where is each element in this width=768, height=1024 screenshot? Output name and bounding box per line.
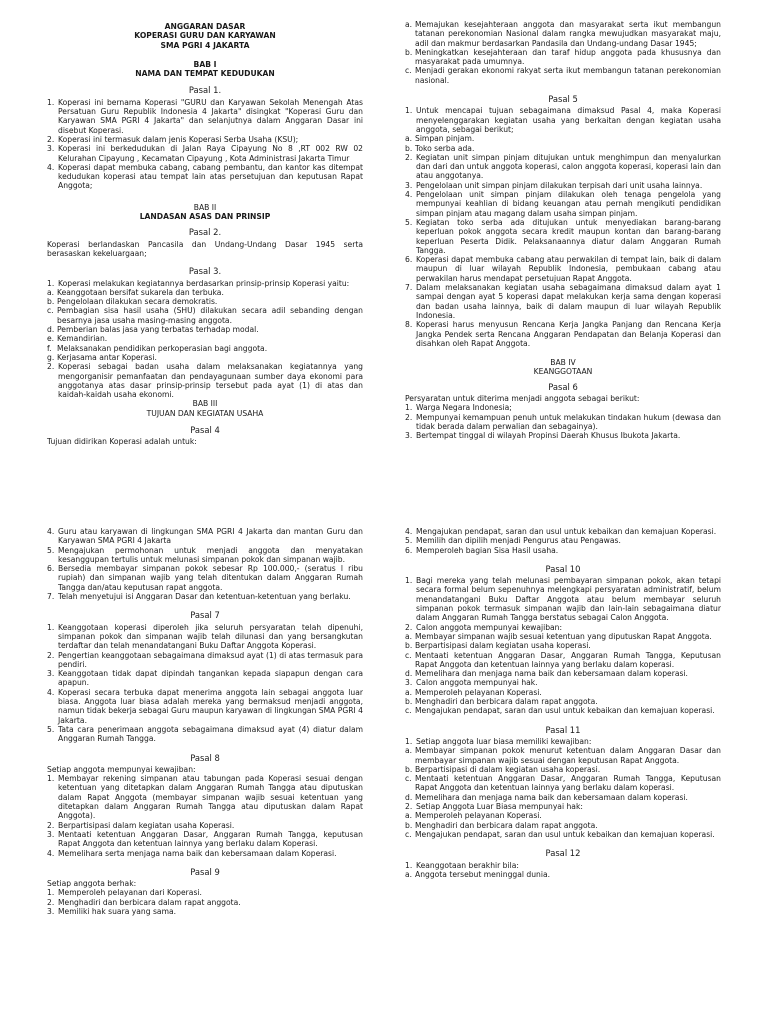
numbered-list [405, 527, 721, 555]
list-item: d. Memelihara dan menjaga nama baik dan kebersamaan dalam koperasi. [405, 792, 688, 802]
list-item: a. Membayar simpanan wajib sesuai ketentuan yang diputuskan Rapat Anggota. [405, 631, 712, 641]
list-item: d. Pemberian balas jasa yang terbatas terhadap modal. [47, 325, 259, 335]
list-item: a. Memperoleh pelayanan Koperasi. [405, 687, 542, 697]
list-item: 3. Keanggotaan tidak dapat dipindah tangankan kepada siapapun dengan cara apapun. [47, 669, 363, 688]
list-item: a. Memajukan kesejahteraan anggota dan masyarakat serta ikut membangun tatanan perekonomian Nasional dalam rangka mewujudkan masyarakat maju, adil dan makmur berdasarkan Pandasila dan Undang-undang Dasar 1945; [405, 20, 721, 48]
numbered-list [47, 98, 363, 191]
list-item: c. Mengajukan pendapat, saran dan usul untuk kebaikan dan kemajuan koperasi. [405, 706, 715, 716]
pasal-heading: Pasal 3. [188, 266, 222, 277]
list-item: 4. Guru atau karyawan di lingkungan SMA PGRI 4 Jakarta dan mantan Guru dan Karyawan SMA PGRI 4 Jakarta [47, 527, 363, 546]
list-item: d. Memelihara dan menjaga nama baik dan kebersamaan dalam koperasi. [405, 669, 688, 679]
pasal-heading: Pasal 10 [545, 563, 581, 574]
bab-heading: BAB IV [550, 358, 576, 368]
list-item: 3. Memiliki hak suara yang sama. [47, 906, 177, 916]
pasal-heading: Pasal 4 [190, 424, 220, 435]
lettered-list [405, 134, 721, 153]
pasal-heading: Pasal 9 [190, 866, 220, 877]
list-item: b. Toko serba ada. [405, 143, 475, 153]
pasal-heading: Pasal 8 [190, 752, 220, 763]
numbered-list [47, 362, 363, 399]
paragraph: Setiap anggota mempunyai kewajiban: [47, 764, 196, 774]
list-item: c. Mengajukan pendapat, saran dan usul untuk kebaikan dan kemajuan koperasi. [405, 829, 715, 839]
list-item: 5. Tata cara penerimaan anggota sebagaimana dimaksud ayat (4) diatur dalam Anggaran Rumah Tangga. [47, 724, 363, 744]
numbered-list [405, 678, 721, 687]
list-item: 2. Koperasi sebagai badan usaha dalam melaksanakan kegiatannya yang mengorganisir pemanfaatan dan pendayagunaan sumber daya ekonomi para anggotanya atas dasar prinsip-prinsip tersebut pada ayat (1) di atas dan kaidah-kaidah usaha ekonomi. [47, 362, 363, 400]
numbered-list [405, 153, 721, 348]
list-item: 2. Setiap Anggota Luar Biasa mempunyai hak: [405, 802, 583, 812]
paragraph: Persyaratan untuk diterima menjadi anggota sebagai berikut: [405, 393, 640, 403]
title-line: ANGGARAN DASAR [164, 22, 246, 31]
page2-right-column [405, 527, 721, 879]
pasal-heading: Pasal 7 [190, 610, 220, 621]
bab-title: LANDASAN ASAS DAN PRINSIP [139, 212, 271, 222]
list-item: a. Simpan pinjam. [405, 134, 475, 144]
list-item: 3. Koperasi ini berkedudukan di Jalan Raya Cipayung No 8 ,RT 002 RW 02 Kelurahan Cipayung , Kecamatan Cipayung , Kota Administrasi Jakarta Timur [47, 144, 363, 163]
list-item: 1. Keanggotaan berakhir bila: [405, 860, 519, 870]
list-item: 2. Koperasi ini termasuk dalam jenis Koperasi Serba Usaha (KSU); [47, 134, 299, 144]
list-item: 4. Memelihara serta menjaga nama baik dan kebersamaan dalam Koperasi. [47, 848, 337, 858]
numbered-list [47, 623, 363, 744]
lettered-list [405, 746, 721, 802]
bab-title: NAMA DAN TEMPAT KEDUDUKAN [135, 69, 275, 79]
list-item: 3. Mentaati ketentuan Anggaran Dasar, Anggaran Rumah Tangga, keputusan Rapat Anggota dan ketentuan lainnya yang berlaku dalam Koperasi. [47, 829, 363, 849]
list-item: 2. Berpartisipasi dalam kegiatan usaha Koperasi. [47, 820, 235, 830]
list-item: 1. Setiap anggota luar biasa memiliki kewajiban: [405, 736, 592, 746]
title-line: KOPERASI GURU DAN KARYAWAN [134, 31, 276, 41]
list-item: 1. Memperoleh pelayanan dari Koperasi. [47, 888, 202, 898]
list-item: 7. Dalam melaksanakan kegiatan usaha sebagaimana dimaksud dalam ayat 1 sampai dengan ayat 5 koperasi dapat melakukan kerja sama dengan koperasi dan badan usaha lainnya, baik di dalam maupun di luar wilayah Republik Indonesia. [405, 283, 721, 320]
list-item: b. Berpartisipasi dalam kegiatan usaha koperasi. [405, 641, 591, 651]
paragraph: Setiap anggota berhak: [47, 879, 137, 889]
list-item: 4. Mengajukan pendapat, saran dan usul untuk kebaikan dan kemajuan Koperasi. [405, 527, 717, 536]
list-item: b. Pengelolaan dilakukan secara demokratis. [47, 297, 218, 307]
list-item: g. Kerjasama antar Koperasi. [47, 352, 157, 362]
list-item: 1. Bagi mereka yang telah melunasi pembayaran simpanan pokok, akan tetapi secara formal belum sepenuhnya melengkapi persyaratan administratif, belum menandatangani Buku Daftar Anggota atau belum membayar seluruh simpanan pokok termasuk simpanan wajib dan lain-lain sebagaimana diatur dalam Anggaran Rumah Tangga berstatus sebagai Calon Anggota. [405, 576, 721, 623]
list-item: 5. Mengajukan permohonan untuk menjadi anggota dan menyatakan kesanggupan tertulis untuk melunasi simpanan pokok dan simpanan wajib. [47, 545, 363, 564]
list-item: c. Pembagian sisa hasil usaha (SHU) dilakukan secara adil sebanding dengan besarnya jasa usaha masing-masing anggota. [47, 306, 363, 325]
page1-left-column [47, 22, 363, 447]
list-item: a. Anggota tersebut meninggal dunia. [405, 869, 551, 879]
list-item: a. Keanggotaan bersifat sukarela dan terbuka. [47, 287, 224, 297]
numbered-list [47, 527, 363, 601]
lettered-list [405, 688, 721, 716]
lettered-list [405, 870, 721, 879]
list-item: b. Berpartisipasi di dalam kegiatan usaha koperasi. [405, 764, 601, 774]
list-item: 2. Mempunyai kemampuan penuh untuk melakukan tindakan hukum (dewasa dan tidak berada dalam perwalian dan sebagainya). [405, 412, 721, 431]
pasal-heading: Pasal 12 [545, 848, 581, 859]
list-item: 7. Telah menyetujui isi Anggaran Dasar dan ketentuan-ketentuan yang berlaku. [47, 592, 351, 602]
lettered-list [405, 811, 721, 839]
list-item: a. Membayar simpanan pokok menurut ketentuan dalam Anggaran Dasar dan membayar simpanan wajib sesuai dengan keputusan Rapat Anggota. [405, 746, 721, 765]
list-item: 5. Memilih dan dipilih menjadi Pengurus atau Pengawas. [405, 536, 621, 546]
paragraph: Tujuan didirikan Koperasi adalah untuk: [47, 437, 197, 447]
list-item: e. Kemandirian. [47, 334, 108, 344]
numbered-list [47, 774, 363, 858]
list-item: 2. Menghadiri dan berbicara dalam rapat anggota. [47, 897, 241, 907]
list-item: f. Melaksanakan pendidikan perkoperasian bagi anggota. [47, 343, 268, 353]
list-item: 8. Koperasi harus menyusun Rencana Kerja Jangka Panjang dan Rencana Kerja Jangka Pendek serta Rencana Anggaran Pendapatan dan Belanja Koperasi dan disahkan oleh Rapat Anggota. [405, 320, 721, 348]
paragraph: Koperasi berlandaskan Pancasila dan Undang-Undang Dasar 1945 serta berasaskan kekeluargaan; [47, 239, 363, 258]
numbered-list [405, 737, 721, 746]
bab-heading: BAB III [192, 399, 218, 409]
numbered-list [405, 802, 721, 811]
pasal-heading: Pasal 6 [548, 381, 578, 392]
bab-title: KEANGGOTAAN [533, 367, 593, 377]
bab-title: TUJUAN DAN KEGIATAN USAHA [146, 408, 264, 418]
list-item: 1. Warga Negara Indonesia; [405, 403, 512, 413]
list-item: b. Meningkatkan kesejahteraan dan taraf hidup anggota pada khususnya dan masyarakat pada umumnya. [405, 47, 721, 67]
list-item: 2. Kegiatan unit simpan pinjam ditujukan untuk menghimpun dan menyalurkan dan dari dan untuk anggota koperasi, calon anggota koperasi, koperasi lain dan atau anggotanya. [405, 152, 721, 181]
numbered-list [47, 888, 363, 916]
numbered-list [405, 403, 721, 440]
list-item: a. Memperoleh pelayanan Koperasi. [405, 811, 542, 821]
title-line: SMA PGRI 4 JAKARTA [160, 40, 250, 50]
document-page-2 [0, 512, 768, 1024]
list-item: 2. Calon anggota mempunyai kewajiban: [405, 622, 563, 632]
bab-heading: BAB II [193, 202, 217, 212]
list-item: 1. Untuk mencapai tujuan sebagaimana dimaksud Pasal 4, maka Koperasi menyelenggarakan kegiatan usaha yang berkaitan dengan kegiatan usaha anggota, sebagai berikut; [405, 106, 721, 134]
list-item: 2. Pengertian keanggotaan sebagaimana dimaksud ayat (1) di atas termasuk para pendiri. [47, 650, 363, 669]
lettered-list [405, 20, 721, 85]
list-item: c. Mentaati ketentuan Anggaran Dasar, Anggaran Rumah Tangga, Keputusan Rapat Anggota dan ketentuan lainnya yang berlaku dalam koperasi. [405, 774, 721, 793]
list-item: 4. Koperasi secara terbuka dapat menerima anggota lain sebagai anggota luar biasa. Anggota luar biasa adalah mereka yang bermaksud menjadi anggota, namun tidak bekerja sebagai Guru maupun karyawan di lingkungan SMA PGRI 4 Jakarta. [47, 687, 363, 725]
list-item: 3. Calon anggota mempunyai hak. [405, 678, 538, 688]
list-item: 3. Pengelolaan unit simpan pinjam dilakukan terpisah dari unit usaha lainnya. [405, 180, 703, 190]
list-item: 4. Koperasi dapat membuka cabang, cabang pembantu, dan kantor kas ditempat kedudukan koperasi atau tempat lain atas persetujuan dan keputusan Rapat Anggota; [47, 162, 363, 191]
list-item: 3. Bertempat tinggal di wilayah Propinsi Daerah Khusus Ibukota Jakarta. [405, 431, 681, 441]
document-title [47, 22, 363, 50]
list-item: 6. Koperasi dapat membuka cabang atau perwakilan di tempat lain, baik di dalam maupun di luar wilayah Republik Indonesia, pembukaan cabang atau perwakilan harus mendapat persetujuan Rapat Anggota. [405, 255, 721, 283]
list-item: 1. Keanggotaan koperasi diperoleh jika seluruh persyaratan telah dipenuhi, simpanan pokok dan simpanan wajib telah dilunasi dan yang bersangkutan terdaftar dan telah menandatangani Buku Daftar Anggota Koperasi. [47, 622, 363, 651]
page1-right-column [405, 20, 721, 440]
bab-heading: BAB I [193, 59, 217, 69]
numbered-list [47, 279, 363, 288]
list-item: b. Menghadiri dan berbicara dalam rapat anggota. [405, 697, 598, 707]
page2-left-column [47, 527, 363, 916]
pasal-heading: Pasal 5 [548, 94, 578, 105]
lettered-list [47, 288, 363, 362]
pasal-heading: Pasal 2. [188, 227, 222, 238]
pasal-heading: Pasal 1. [188, 85, 222, 96]
list-item: b. Menghadiri dan berbicara dalam rapat anggota. [405, 820, 598, 830]
numbered-list [405, 576, 721, 632]
list-item: 1. Koperasi ini bernama Koperasi "GURU dan Karyawan Sekolah Menengah Atas Persatuan Guru Republik Indonesia 4 Jakarta" disingkat "Koperasi Guru dan Karyawan SMA PGRI 4 Jakarta" dan selanjutnya dalam Anggaran Dasar ini disebut Koperasi. [47, 97, 363, 135]
list-item: 6. Bersedia membayar simpanan pokok sebesar Rp 100.000,- (seratus l ribu rupiah) dan simpanan wajib yang telah ditentukan dalam Anggaran Rumah Tangga dan/atau keputusan rapat anggota. [47, 564, 363, 592]
list-item: c. Menjadi gerakan ekonomi rakyat serta ikut membangun tatanan perekonomian nasional. [405, 66, 721, 85]
list-item: 1. Koperasi melakukan kegiatannya berdasarkan prinsip-prinsip Koperasi yaitu: [47, 278, 350, 288]
list-item: 4. Pengelolaan unit simpan pinjam dilakukan oleh tenaga pengelola yang mempunyai keahlian di bidang keuangan atau pernah mengikuti pendidikan simpan pinjam atau magang dalam usaha simpan pinjam. [405, 190, 721, 218]
lettered-list [405, 632, 721, 678]
list-item: 6. Memperoleh bagian Sisa Hasil usaha. [405, 545, 559, 555]
list-item: 5. Kegiatan toko serba ada ditujukan untuk menyediakan barang-barang keperluan pokok anggota secara kredit maupun kontan dan barang-barang keperluan Peserta Didik. Pelaksanaannya diatur dalam Anggaran Rumah Tangga. [405, 217, 721, 255]
list-item: c. Mentaati ketentuan Anggaran Dasar, Anggaran Rumah Tangga, Keputusan Rapat Anggota dan ketentuan lainnya yang berlaku dalam koperasi. [405, 650, 721, 669]
numbered-list [405, 106, 721, 134]
pasal-heading: Pasal 11 [545, 724, 581, 735]
numbered-list [405, 861, 721, 870]
list-item: 1. Membayar rekening simpanan atau tabungan pada Koperasi sesuai dengan ketentuan yang ditetapkan dalam Anggaran Rumah Tangga atau diputuskan dalam Rapat Anggota (membayar simpanan wajib sesuai ketentuan yang ditetapkan dalam Anggaran Rumah Tangga atau diputuskan dalam Rapat Anggota). [47, 774, 363, 821]
